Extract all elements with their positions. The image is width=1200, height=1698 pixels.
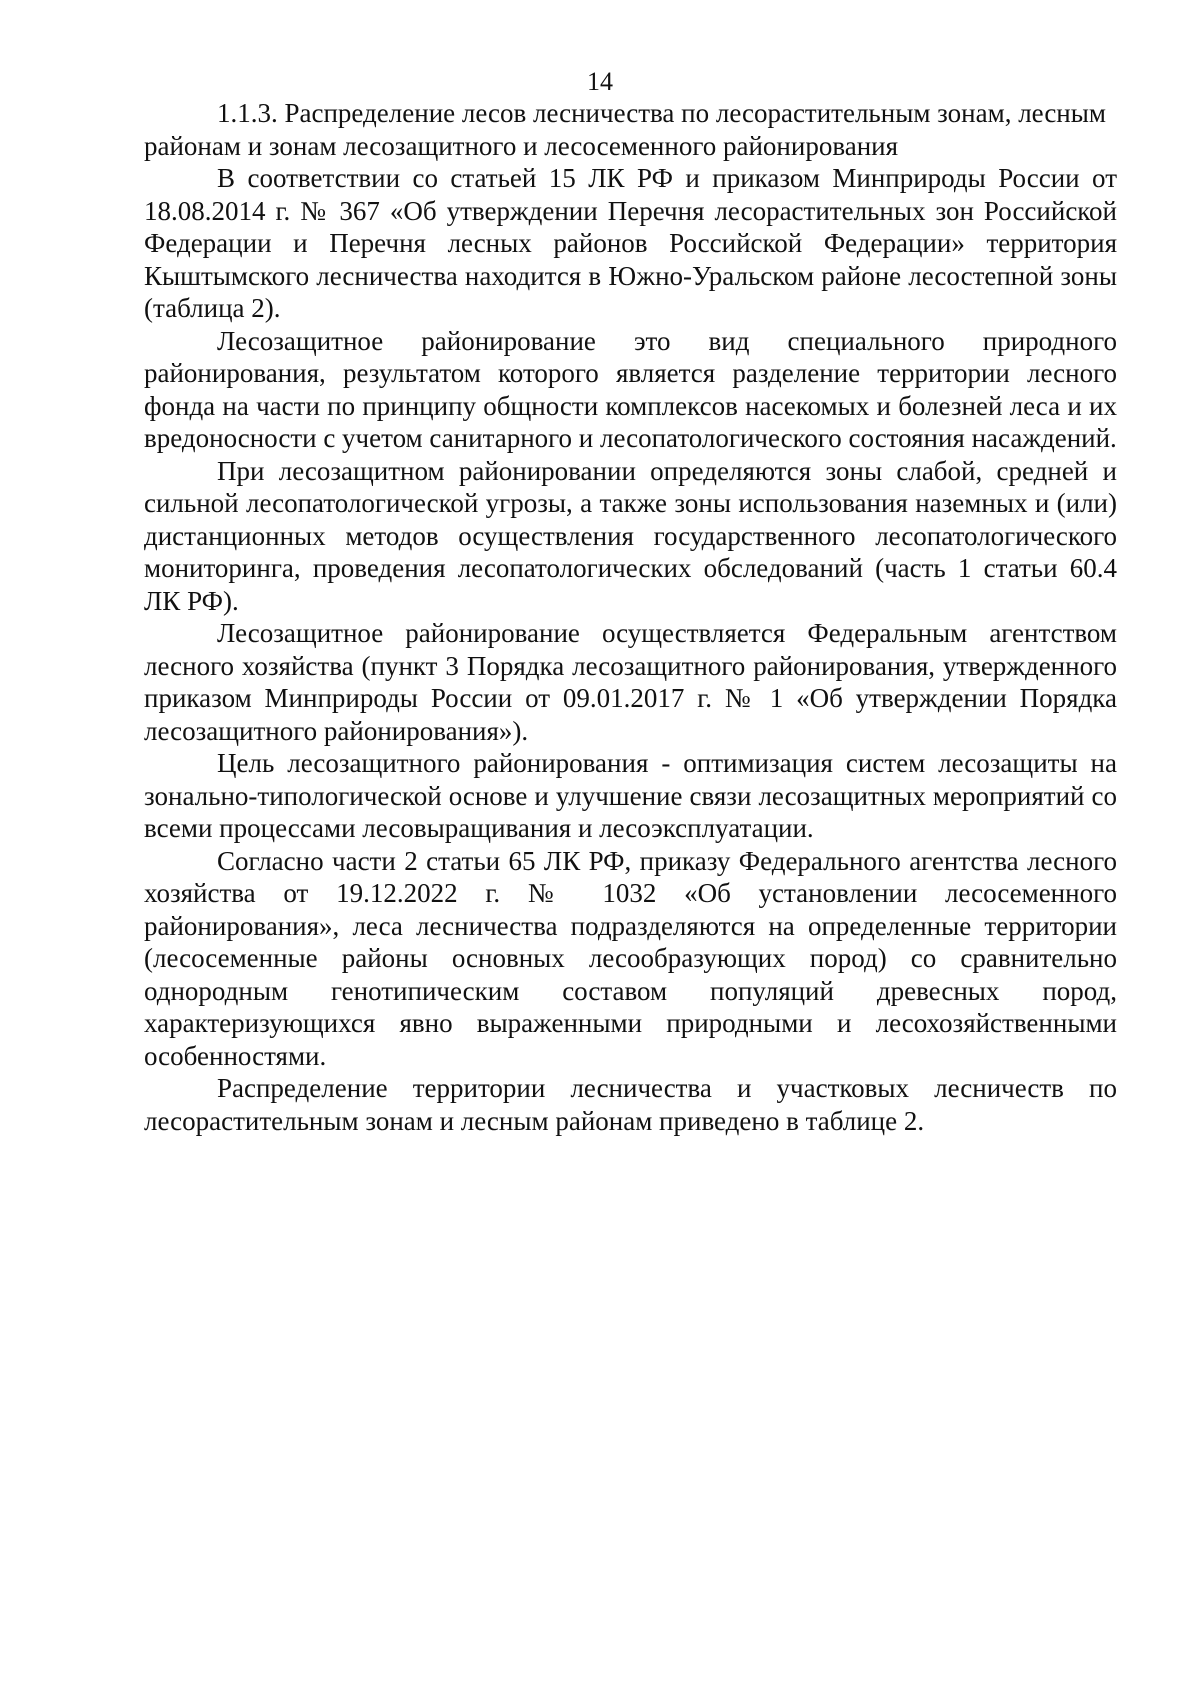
page-number: 14: [587, 67, 613, 96]
paragraph-table-reference: Распределение территории лесничества и участковых лесничеств по лесорастительным зонам и лесным районам приведено в таблице 2.: [144, 1073, 1117, 1136]
paragraph-zoning-goal: Цель лесозащитного районирования - оптимизация систем лесозащиты на зонально-типологической основе и улучшение связи лесозащитных мероприятий со всеми процессами лесовыращивания и лесоэксплуатации.: [144, 748, 1117, 843]
paragraph-seed-zoning: Согласно части 2 статьи 65 ЛК РФ, приказу Федерального агентства лесного хозяйства от 19.12.2022 г. № 1032 «Об установлении лесосеменного районирования», леса лесничества подразделяются на определенные территории (лесосеменные районы основных лесообразующих пород) со сравнительно однородным генотипическим составом популяций древесных пород, характеризующихся явно выраженными природными и лесохозяйственными особенностями.: [144, 845, 1117, 1071]
paragraph-federal-agency: Лесозащитное районирование осуществляется Федеральным агентством лесного хозяйства (пункт 3 Порядка лесозащитного районирования, утвержденного приказом Минприроды России от 09.01.2017 г. № 1 «Об утверждении Порядка лесозащитного районирования»).: [144, 618, 1117, 746]
paragraph-forest-protection-definition: Лесозащитное районирование это вид специального природного районирования, результатом которого является разделение территории лесного фонда на части по принципу общности комплексов насекомых и болезней леса и их вредоносности с учетом санитарного и лесопатологического состояния насаждений.: [144, 325, 1117, 453]
section-heading: 1.1.3. Распределение лесов лесничества по лесорастительным зонам, лесным районам и зонам лесозащитного и лесосеменного районирования: [144, 98, 1106, 161]
paragraph-threat-zones: При лесозащитном районировании определяются зоны слабой, средней и сильной лесопатологической угрозы, а также зоны использования наземных и (или) дистанционных методов осуществления государственного лесопатологического мониторинга, проведения лесопатологических обследований (часть 1 статьи 60.4 ЛК РФ).: [144, 455, 1117, 616]
document-body: [144, 97, 1117, 1137]
paragraph-forest-zones: В соответствии со статьей 15 ЛК РФ и приказом Минприроды России от 18.08.2014 г. № 367 «Об утверждении Перечня лесорастительных зон Российской Федерации и Перечня лесных районов Российской Федерации» территория Кыштымского лесничества находится в Южно-Уральском районе лесостепной зоны (таблица 2).: [144, 163, 1117, 323]
